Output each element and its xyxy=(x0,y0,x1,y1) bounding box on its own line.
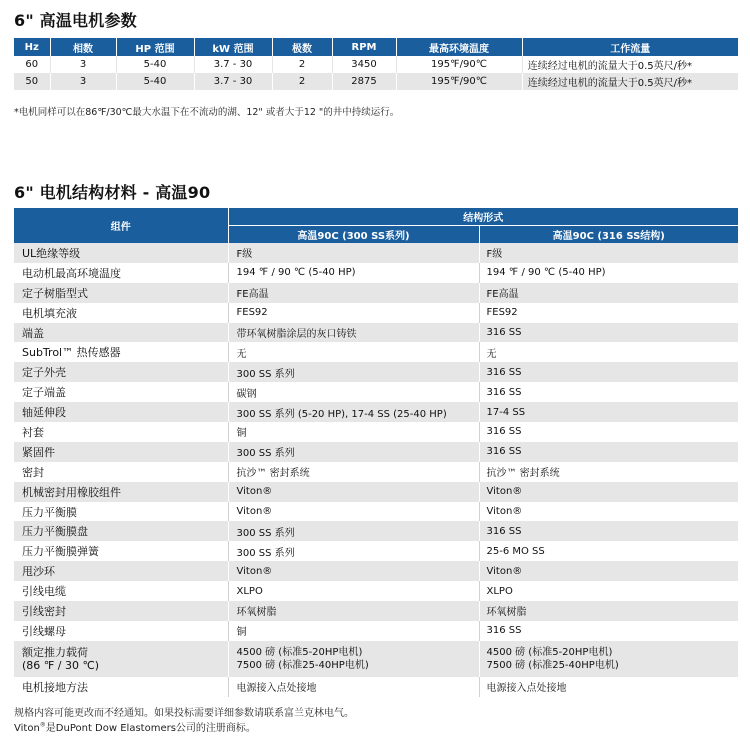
cell: 电源接入点处接地 xyxy=(479,677,738,697)
registered-mark: ® xyxy=(39,721,46,729)
table-row xyxy=(14,561,738,581)
cell: 环氧树脂 xyxy=(479,601,738,621)
cell: F级 xyxy=(228,243,479,263)
cell: 2 xyxy=(272,73,332,90)
table-row xyxy=(14,362,738,382)
table-row xyxy=(14,263,738,283)
cell: 316 SS xyxy=(479,382,738,402)
thrust-300ss-line1: 4500 磅 (标准5-20HP电机) xyxy=(236,646,363,658)
cell: 50 xyxy=(14,73,50,90)
cell: Viton® xyxy=(228,502,479,522)
cell xyxy=(14,641,228,677)
footer-viton: Viton xyxy=(14,723,40,734)
cell: 316 SS xyxy=(479,521,738,541)
cell: XLPO xyxy=(228,581,479,601)
cell: 压力平衡膜 xyxy=(14,502,228,522)
table-row xyxy=(14,323,738,343)
cell: 316 SS xyxy=(479,442,738,462)
col-header-poles: 极数 xyxy=(272,38,332,56)
table-row xyxy=(14,283,738,303)
cell: FES92 xyxy=(228,303,479,323)
table-row xyxy=(14,342,738,362)
cell: 316 SS xyxy=(479,621,738,641)
table-row xyxy=(14,73,738,90)
cell: 300 SS 系列 xyxy=(228,541,479,561)
table-row xyxy=(14,303,738,323)
table-row xyxy=(14,462,738,482)
col-header-max-ambient: 最高环境温度 xyxy=(396,38,522,56)
cell: F级 xyxy=(479,243,738,263)
cell: FE高温 xyxy=(228,283,479,303)
cell: Viton® xyxy=(228,482,479,502)
footer-trademark xyxy=(14,719,256,734)
cell: 316 SS xyxy=(479,422,738,442)
col-header-316ss: 高温90C (316 SS结构) xyxy=(479,226,738,244)
cell: 300 SS 系列 xyxy=(228,442,479,462)
cell: 机械密封用橡胶组件 xyxy=(14,482,228,502)
cell: FE高温 xyxy=(479,283,738,303)
cell: 密封 xyxy=(14,462,228,482)
table2-title: 6" 电机结构材料 - 高温90 xyxy=(14,183,211,202)
cell: 甩沙环 xyxy=(14,561,228,581)
cell: 17-4 SS xyxy=(479,402,738,422)
table-row xyxy=(14,442,738,462)
cell: 无 xyxy=(228,342,479,362)
thrust-300ss-line2: 7500 磅 (标准25-40HP电机) xyxy=(236,659,369,671)
table2-header-row xyxy=(14,208,738,226)
table-row xyxy=(14,641,738,677)
col-header-kw-range: kW 范围 xyxy=(194,38,272,56)
cell: 带环氧树脂涂层的灰口铸铁 xyxy=(228,323,479,343)
cell: 定子端盖 xyxy=(14,382,228,402)
table2-body xyxy=(14,243,738,697)
table-row xyxy=(14,677,738,697)
table-row xyxy=(14,56,738,73)
col-header-construction: 结构形式 xyxy=(228,208,738,226)
cell: 电动机最高环境温度 xyxy=(14,263,228,283)
table-row xyxy=(14,521,738,541)
cell: 电机接地方法 xyxy=(14,677,228,697)
cell: 抗沙™ 密封系统 xyxy=(479,462,738,482)
col-header-phases: 相数 xyxy=(50,38,116,56)
cell: UL绝缘等级 xyxy=(14,243,228,263)
cell: 压力平衡膜弹簧 xyxy=(14,541,228,561)
table-row xyxy=(14,581,738,601)
cell: 5-40 xyxy=(116,73,194,90)
cell: 5-40 xyxy=(116,56,194,73)
table-row xyxy=(14,243,738,263)
col-header-rpm: RPM xyxy=(332,38,396,56)
table-row xyxy=(14,422,738,442)
cell: 电机填充液 xyxy=(14,303,228,323)
thrust-label-line2: (86 ℉ / 30 ℃) xyxy=(22,658,100,672)
cell: 3.7 - 30 xyxy=(194,73,272,90)
cell: 紧固件 xyxy=(14,442,228,462)
cell: 环氧树脂 xyxy=(228,601,479,621)
cell: 抗沙™ 密封系统 xyxy=(228,462,479,482)
table-row xyxy=(14,621,738,641)
col-header-flow: 工作流量 xyxy=(522,38,738,56)
cell: 3.7 - 30 xyxy=(194,56,272,73)
cell: Viton® xyxy=(479,502,738,522)
table-row xyxy=(14,382,738,402)
cell: 定子外壳 xyxy=(14,362,228,382)
cell: 压力平衡膜盘 xyxy=(14,521,228,541)
cell: 定子树脂型式 xyxy=(14,283,228,303)
table1-footnote: *电机同样可以在86℉/30℃最大水温下在不流动的湖、12" 或者大于12 "的井中持续运行。 xyxy=(14,107,400,118)
cell: 300 SS 系列 xyxy=(228,362,479,382)
cell: 无 xyxy=(479,342,738,362)
col-header-hp-range: HP 范围 xyxy=(116,38,194,56)
cell: SubTrol™ 热传感器 xyxy=(14,342,228,362)
cell: 316 SS xyxy=(479,362,738,382)
cell: 2875 xyxy=(332,73,396,90)
cell: 60 xyxy=(14,56,50,73)
cell: 引线密封 xyxy=(14,601,228,621)
table-row xyxy=(14,402,738,422)
thrust-316ss-line2: 7500 磅 (标准25-40HP电机) xyxy=(486,659,619,671)
cell: FES92 xyxy=(479,303,738,323)
thrust-316ss-line1: 4500 磅 (标准5-20HP电机) xyxy=(486,646,613,658)
col-header-300ss: 高温90C (300 SS系列) xyxy=(228,226,479,244)
cell: 3450 xyxy=(332,56,396,73)
cell: 衬套 xyxy=(14,422,228,442)
cell: 连续经过电机的流量大于0.5英尺/秒* xyxy=(522,73,738,90)
cell xyxy=(228,641,479,677)
cell: Viton® xyxy=(228,561,479,581)
cell: Viton® xyxy=(479,561,738,581)
cell: 300 SS 系列 xyxy=(228,521,479,541)
cell: 铜 xyxy=(228,422,479,442)
cell: 195℉/90℃ xyxy=(396,73,522,90)
col-header-component: 组件 xyxy=(14,208,228,243)
cell: 194 ℉ / 90 ℃ (5-40 HP) xyxy=(228,263,479,283)
col-header-hz: Hz xyxy=(14,38,50,56)
cell: 300 SS 系列 (5-20 HP), 17-4 SS (25-40 HP) xyxy=(228,402,479,422)
table1-header-row xyxy=(14,38,738,56)
table-row xyxy=(14,541,738,561)
table-row xyxy=(14,502,738,522)
cell: 195℉/90℃ xyxy=(396,56,522,73)
cell: XLPO xyxy=(479,581,738,601)
cell: 电源接入点处接地 xyxy=(228,677,479,697)
cell: 端盖 xyxy=(14,323,228,343)
motor-parameters-table xyxy=(14,38,738,90)
cell: 铜 xyxy=(228,621,479,641)
cell: Viton® xyxy=(479,482,738,502)
cell: 轴延伸段 xyxy=(14,402,228,422)
cell: 2 xyxy=(272,56,332,73)
footer-trademark-text: 是DuPont Dow Elastomers公司的注册商标。 xyxy=(45,723,256,734)
cell: 连续经过电机的流量大于0.5英尺/秒* xyxy=(522,56,738,73)
cell: 碳钢 xyxy=(228,382,479,402)
table-row xyxy=(14,482,738,502)
motor-materials-table xyxy=(14,208,738,697)
cell: 3 xyxy=(50,56,116,73)
table1-title: 6" 高温电机参数 xyxy=(14,11,137,30)
cell: 引线螺母 xyxy=(14,621,228,641)
thrust-label-line1: 额定推力载荷 xyxy=(22,645,88,659)
cell: 3 xyxy=(50,73,116,90)
cell: 194 ℉ / 90 ℃ (5-40 HP) xyxy=(479,263,738,283)
cell: 316 SS xyxy=(479,323,738,343)
footer-disclaimer: 规格内容可能更改而不经通知。如果投标需要详细参数请联系富兰克林电气。 xyxy=(14,708,354,719)
table-row xyxy=(14,601,738,621)
cell: 引线电缆 xyxy=(14,581,228,601)
cell: 25-6 MO SS xyxy=(479,541,738,561)
cell xyxy=(479,641,738,677)
